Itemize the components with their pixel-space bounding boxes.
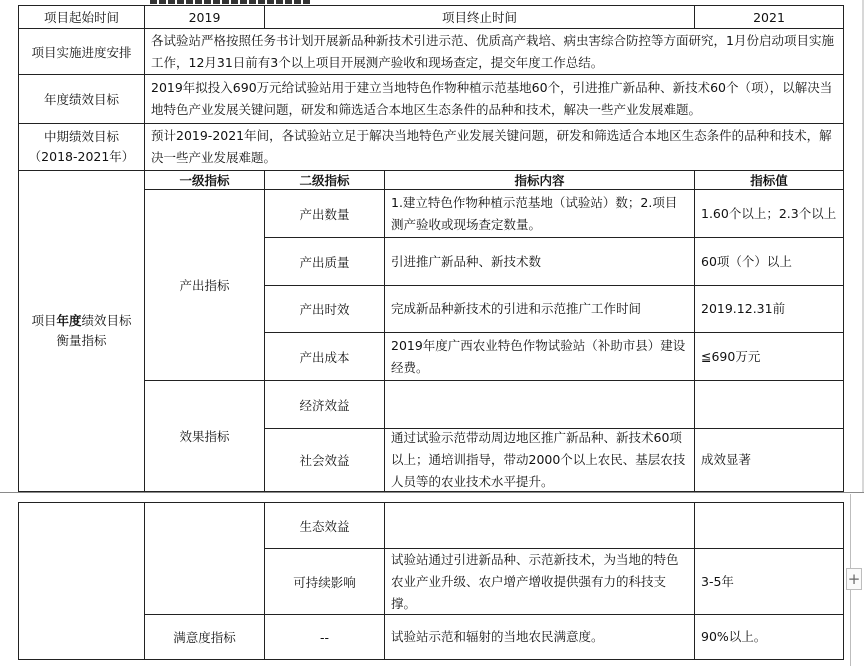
satisfaction-value: 90%以上。 [694,614,844,660]
annual-goal-text: 2019年拟投入690万元给试验站用于建立当地特色作物种植示范基地60个，引进推广新品种、新技术60个（项），以解决当地特色产业发展关键问题，研发和筛选适合本地区生态条件的品种和技术，解决一些产业发展难题。 [144,74,844,124]
previous-page-text-fragment [150,0,310,4]
effect-indicator-label-continued [144,502,265,615]
end-time-value: 2021 [694,5,844,29]
output-timeliness-content: 完成新品种新技术的引进和示范推广工作时间 [384,285,695,333]
effect-economic-name: 经济效益 [264,380,385,429]
effect-economic-content [384,380,695,429]
effect-sustainable-value: 3-5年 [694,548,844,615]
metrics-side-label-post: 绩效目标衡量指标 [56,313,132,348]
metrics-side-label-continued [18,502,145,660]
progress-text: 各试验站严格按照任务书计划开展新品种新技术引进示范、优质高产栽培、病虫害综合防控等方面研究，1月份启动项目实施工作，12月31日前有3个以上项目开展测产验收和现场查定，提交年度工作总结。 [144,28,844,75]
effect-social-content: 通过试验示范带动周边地区推广新品种、新技术60项以上；通培训指导，带动2000个以上农民、基层农技人员等的农业技术水平提升。 [384,428,695,492]
effect-ecological-value [694,502,844,549]
effect-ecological-content [384,502,695,549]
start-time-value: 2019 [144,5,265,29]
output-quality-value: 60项（个）以上 [694,237,844,286]
effect-ecological-name: 生态效益 [264,502,385,549]
add-row-button[interactable]: + [847,570,861,588]
satisfaction-indicator-label: 满意度指标 [144,614,265,660]
output-cost-value: ≦690万元 [694,332,844,381]
annual-goal-label: 年度绩效目标 [18,74,145,124]
mid-goal-label [18,123,145,171]
end-time-label: 项目终止时间 [264,5,695,29]
metrics-side-label [18,170,145,492]
header-content: 指标内容 [384,170,695,190]
mid-goal-label-line2: （2018-2021年） [28,149,135,164]
effect-social-name: 社会效益 [264,428,385,492]
effect-sustainable-content: 试验站通过引进新品种、示范新技术，为当地的特色农业产业升级、农户增产增收提供强有力的科技支撑。 [384,548,695,615]
output-quantity-name: 产出数量 [264,189,385,238]
satisfaction-sub-indicator: -- [264,614,385,660]
header-level2: 二级指标 [264,170,385,190]
satisfaction-content: 试验站示范和辐射的当地农民满意度。 [384,614,695,660]
effect-social-value: 成效显著 [694,428,844,492]
output-quality-content: 引进推广新品种、新技术数 [384,237,695,286]
start-time-label: 项目起始时间 [18,5,145,29]
output-cost-name: 产出成本 [264,332,385,381]
effect-economic-value [694,380,844,429]
progress-label: 项目实施进度安排 [18,28,145,75]
output-cost-content: 2019年度广西农业特色作物试验站（补助市县）建设经费。 [384,332,695,381]
output-quantity-content: 1.建立特色作物种植示范基地（试验站）数；2.项目测产验收或现场查定数量。 [384,189,695,238]
metrics-side-label-pre: 项目 [31,313,57,328]
output-quality-name: 产出质量 [264,237,385,286]
header-level1: 一级指标 [144,170,265,190]
mid-goal-text: 预计2019-2021年间，各试验站立足于解决当地特色产业发展关键问题，研发和筛选适合本地区生态条件的品种和技术，解决一些产业发展难题。 [144,123,844,171]
output-timeliness-name: 产出时效 [264,285,385,333]
output-timeliness-value: 2019.12.31前 [694,285,844,333]
output-indicator-label: 产出指标 [144,189,265,381]
effect-indicator-label: 效果指标 [144,380,265,492]
effect-sustainable-name: 可持续影响 [264,548,385,615]
mid-goal-label-line1: 中期绩效目标 [43,129,119,144]
output-quantity-value: 1.60个以上；2.3个以上 [694,189,844,238]
header-value: 指标值 [694,170,844,190]
metrics-side-label-bold: 年度 [56,313,82,328]
